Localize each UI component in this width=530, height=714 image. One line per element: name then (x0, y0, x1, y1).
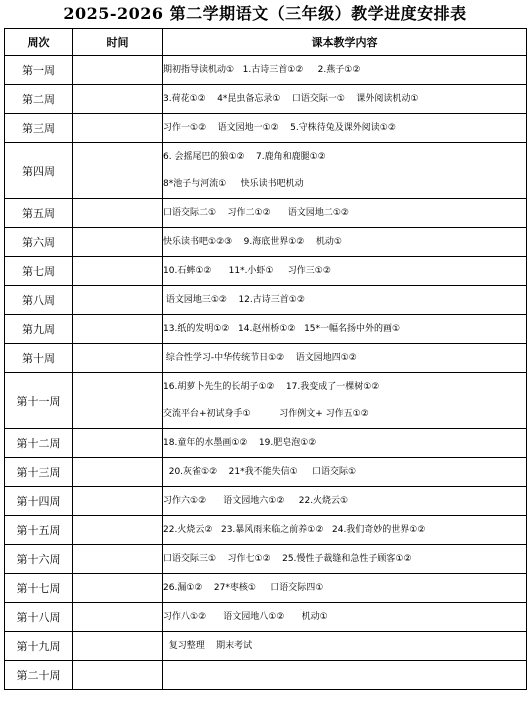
time-cell (73, 286, 163, 315)
lesson-line: 口语交际二① 习作二①② 语文园地二①② (163, 207, 349, 218)
week-label: 第四周 (5, 143, 73, 199)
table-row (5, 199, 527, 228)
lesson-content-cell (163, 143, 527, 199)
table-row (5, 458, 527, 487)
lesson-line: 口语交际三① 习作七①② 25.慢性子裁缝和急性子顾客①② (163, 553, 412, 564)
time-cell (73, 632, 163, 661)
table-row (5, 114, 527, 143)
lesson-line: 习作一①② 语文园地一①② 5.守株待兔及课外阅读①② (163, 122, 396, 133)
table-row (5, 143, 527, 199)
lesson-content-cell (163, 458, 527, 487)
week-label: 第十二周 (5, 429, 73, 458)
lesson-content-cell (163, 429, 527, 458)
time-cell (73, 143, 163, 199)
table-row (5, 315, 527, 344)
time-cell (73, 661, 163, 690)
time-cell (73, 545, 163, 574)
lesson-line: 22.火烧云② 23.暴风雨来临之前养①② 24.我们奇妙的世界①② (163, 524, 426, 535)
lesson-line: 习作六①② 语文园地六①② 22.火烧云① (163, 495, 349, 506)
time-cell (73, 603, 163, 632)
table-row (5, 373, 527, 429)
lesson-content-cell (163, 315, 527, 344)
page-title: 2025-2026 第二学期语文（三年级）教学进度安排表 (63, 4, 467, 23)
table-row (5, 661, 527, 690)
week-label: 第十四周 (5, 487, 73, 516)
week-label: 第十九周 (5, 632, 73, 661)
lesson-content-cell (163, 487, 527, 516)
week-label: 第一周 (5, 56, 73, 85)
time-cell (73, 516, 163, 545)
time-cell (73, 56, 163, 85)
time-cell (73, 199, 163, 228)
week-label: 第三周 (5, 114, 73, 143)
table-row (5, 85, 527, 114)
schedule-table (4, 28, 527, 690)
lesson-line: 10.石蟀①② 11*.小虾① 习作三①② (163, 265, 331, 276)
time-cell (73, 85, 163, 114)
lesson-line: 8*池子与河流① 快乐读书吧机动 (163, 178, 304, 189)
table-row (5, 487, 527, 516)
time-cell (73, 574, 163, 603)
table-row (5, 344, 527, 373)
table-row (5, 56, 527, 85)
time-cell (73, 228, 163, 257)
lesson-line: 交流平台+初试身手① 习作例文+ 习作五①② (163, 408, 369, 419)
lesson-content-cell (163, 603, 527, 632)
week-label: 第二十周 (5, 661, 73, 690)
week-label: 第十周 (5, 344, 73, 373)
header-content: 课本教学内容 (163, 29, 527, 56)
lesson-line: 18.童年的水墨画①② 19.肥皂泡①② (163, 437, 317, 448)
lesson-line: 快乐读书吧①②③ 9.海底世界①② 机动① (163, 236, 342, 247)
table-row (5, 574, 527, 603)
lesson-line: 3.荷花①② 4*昆虫备忘录① 口语交际一① 课外阅读机动① (163, 93, 419, 104)
time-cell (73, 373, 163, 429)
lesson-line: 20.灰雀①② 21*我不能失信① 口语交际① (163, 466, 357, 477)
lesson-line: 6. 会摇尾巴的狼①② 7.鹿角和鹿腿①② (163, 151, 326, 162)
week-label: 第六周 (5, 228, 73, 257)
week-label: 第十八周 (5, 603, 73, 632)
table-row (5, 429, 527, 458)
lesson-line: 期初指导读机动① 1.古诗三首①② 2.燕子①② (163, 64, 361, 75)
lesson-line: 语文园地三①② 12.古诗三首①② (163, 294, 305, 305)
lesson-content-cell (163, 574, 527, 603)
table-row (5, 632, 527, 661)
week-label: 第十五周 (5, 516, 73, 545)
lesson-content-cell (163, 344, 527, 373)
lesson-content-cell (163, 632, 527, 661)
lesson-content-cell (163, 286, 527, 315)
week-label: 第十六周 (5, 545, 73, 574)
time-cell (73, 458, 163, 487)
week-label: 第二周 (5, 85, 73, 114)
time-cell (73, 114, 163, 143)
lesson-line: 复习整理 期末考试 (163, 640, 253, 651)
table-row (5, 603, 527, 632)
lesson-content-cell (163, 114, 527, 143)
lesson-content-cell (163, 661, 527, 690)
lesson-content-cell (163, 545, 527, 574)
lesson-line: 习作八①② 语文园地八①② 机动① (163, 611, 328, 622)
lesson-line: 13.纸的发明①② 14.赵州桥①② 15*一幅名扬中外的画① (163, 323, 401, 334)
table-row (5, 545, 527, 574)
time-cell (73, 257, 163, 286)
week-label: 第十七周 (5, 574, 73, 603)
week-label: 第八周 (5, 286, 73, 315)
header-time: 时间 (73, 29, 163, 56)
week-label: 第七周 (5, 257, 73, 286)
table-row (5, 228, 527, 257)
lesson-content-cell (163, 516, 527, 545)
lesson-content-cell (163, 199, 527, 228)
time-cell (73, 429, 163, 458)
lesson-line: 16.胡萝卜先生的长胡子①② 17.我变成了一棵树①② (163, 381, 380, 392)
header-week: 周次 (5, 29, 73, 56)
schedule-body (5, 56, 527, 690)
week-label: 第十一周 (5, 373, 73, 429)
week-label: 第五周 (5, 199, 73, 228)
week-label: 第九周 (5, 315, 73, 344)
lesson-content-cell (163, 56, 527, 85)
time-cell (73, 344, 163, 373)
lesson-content-cell (163, 228, 527, 257)
table-row (5, 257, 527, 286)
lesson-line: 26.漏①② 27*枣核① 口语交际四① (163, 582, 324, 593)
time-cell (73, 315, 163, 344)
time-cell (73, 487, 163, 516)
table-header-row (5, 29, 527, 56)
table-row (5, 516, 527, 545)
lesson-content-cell (163, 85, 527, 114)
lesson-content-cell (163, 257, 527, 286)
lesson-line: 综合性学习-中华传统节日①② 语文园地四①② (163, 352, 357, 363)
table-row (5, 286, 527, 315)
lesson-content-cell (163, 373, 527, 429)
week-label: 第十三周 (5, 458, 73, 487)
